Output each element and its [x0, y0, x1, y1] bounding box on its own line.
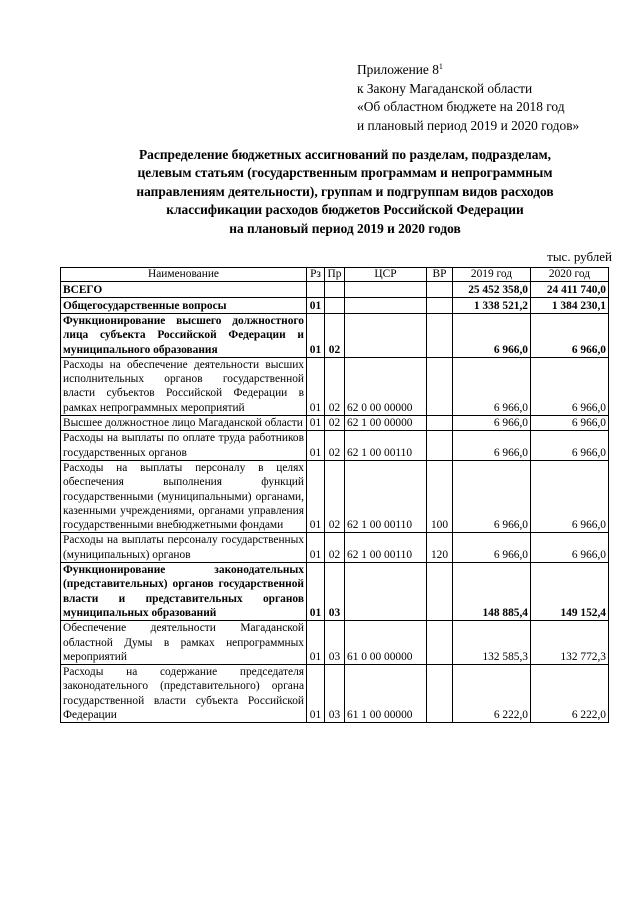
- row-2020: 132 772,3: [531, 621, 609, 665]
- row-vr: [427, 431, 453, 461]
- row-name: ВСЕГО: [61, 282, 307, 298]
- row-pr: [325, 298, 345, 314]
- row-vr: [427, 665, 453, 723]
- row-csr: 62 1 00 00110: [345, 533, 427, 563]
- row-name: Высшее должностное лицо Магаданской области: [61, 416, 307, 431]
- row-2020: 6 222,0: [531, 665, 609, 723]
- row-2020: 6 966,0: [531, 431, 609, 461]
- appendix-line-3: «Об областном бюджете на 2018 год: [357, 99, 565, 114]
- row-pr: [325, 282, 345, 298]
- row-2019: 6 966,0: [453, 314, 531, 358]
- row-pr: 02: [325, 460, 345, 532]
- table-header-row: [61, 268, 609, 282]
- row-rz: 01: [307, 621, 325, 665]
- row-vr: [427, 416, 453, 431]
- row-2020: 6 966,0: [531, 416, 609, 431]
- row-2020: 6 966,0: [531, 460, 609, 532]
- row-rz: 01: [307, 298, 325, 314]
- budget-table: [60, 267, 609, 723]
- header-vr: ВР: [427, 268, 453, 282]
- row-csr: [345, 298, 427, 314]
- row-csr: 62 1 00 00110: [345, 460, 427, 532]
- row-pr: 02: [325, 314, 345, 358]
- table-row: [61, 357, 609, 415]
- row-csr: 61 0 00 00000: [345, 621, 427, 665]
- row-rz: 01: [307, 665, 325, 723]
- row-name: Общегосударственные вопросы: [61, 298, 307, 314]
- row-rz: 01: [307, 460, 325, 532]
- row-rz: 01: [307, 431, 325, 461]
- row-name: Расходы на выплаты по оплате труда работников государственных органов: [61, 431, 307, 461]
- row-pr: 02: [325, 416, 345, 431]
- row-rz: [307, 282, 325, 298]
- row-name: Расходы на выплаты персоналу в целях обеспечения выполнения функций государственными (муниципальными) органами, казенными учреждениями, органами управления государственными внебюджетными фондами: [61, 460, 307, 532]
- row-pr: 02: [325, 431, 345, 461]
- table-row: [61, 431, 609, 461]
- header-rz: Рз: [307, 268, 325, 282]
- row-rz: 01: [307, 563, 325, 621]
- row-rz: 01: [307, 314, 325, 358]
- row-2019: 6 966,0: [453, 460, 531, 532]
- appendix-line-4: и плановый период 2019 и 2020 годов»: [357, 117, 580, 133]
- row-vr: [427, 298, 453, 314]
- title-line-5: на плановый период 2019 и 2020 годов: [229, 220, 461, 236]
- table-row: [61, 533, 609, 563]
- row-csr: 61 1 00 00000: [345, 665, 427, 723]
- header-name: Наименование: [61, 268, 307, 282]
- row-2020: 6 966,0: [531, 357, 609, 415]
- row-csr: [345, 314, 427, 358]
- row-2020: 1 384 230,1: [531, 298, 609, 314]
- title-line-2: целевым статьям (государственным программам и непрограммным: [137, 165, 553, 181]
- row-2019: 1 338 521,2: [453, 298, 531, 314]
- table-row: [61, 460, 609, 532]
- row-2019: 6 966,0: [453, 431, 531, 461]
- row-name: Функционирование высшего должностного лица субъекта Российской Федерации и муниципального образования: [61, 314, 307, 358]
- units-label: тыс. рублей: [547, 249, 612, 264]
- table-row: [61, 416, 609, 431]
- appendix-superscript: 1: [438, 62, 443, 71]
- header-pr: Пр: [325, 268, 345, 282]
- row-2020: 6 966,0: [531, 533, 609, 563]
- row-vr: [427, 621, 453, 665]
- title-line-1: Распределение бюджетных ассигнований по разделам, подразделам,: [139, 147, 551, 162]
- row-2020: 24 411 740,0: [531, 282, 609, 298]
- row-pr: 02: [325, 357, 345, 415]
- table-row: [61, 665, 609, 723]
- document-title: [60, 146, 630, 238]
- row-pr: 03: [325, 621, 345, 665]
- header-2019: 2019 год: [453, 268, 531, 282]
- row-csr: 62 0 00 00000: [345, 357, 427, 415]
- title-line-4: классификации расходов бюджетов Российской Федерации: [166, 202, 524, 218]
- row-csr: [345, 282, 427, 298]
- row-csr: [345, 563, 427, 621]
- row-rz: 01: [307, 416, 325, 431]
- row-2019: 6 222,0: [453, 665, 531, 723]
- row-name: Функционирование законодательных (представительных) органов государственной власти и представительных органов муниципальных образований: [61, 563, 307, 621]
- row-csr: 62 1 00 00110: [345, 431, 427, 461]
- table-row: [61, 282, 609, 298]
- row-rz: 01: [307, 357, 325, 415]
- appendix-line-1: Приложение $8^1$: [357, 62, 443, 77]
- row-pr: 03: [325, 563, 345, 621]
- row-name: Обеспечение деятельности Магаданской областной Думы в рамках непрограммных мероприятий: [61, 621, 307, 665]
- appendix-line-2: к Закону Магаданской области: [357, 80, 533, 96]
- table-row: [61, 621, 609, 665]
- row-pr: 03: [325, 665, 345, 723]
- row-vr: [427, 282, 453, 298]
- row-pr: 02: [325, 533, 345, 563]
- row-2019: 6 966,0: [453, 533, 531, 563]
- row-csr: 62 1 00 00000: [345, 416, 427, 431]
- row-name: Расходы на обеспечение деятельности высших исполнительных органов государственной власти субъектов Российской Федерации в рамках непрограммных мероприятий: [61, 357, 307, 415]
- row-2020: 149 152,4: [531, 563, 609, 621]
- row-2019: 25 452 358,0: [453, 282, 531, 298]
- row-2019: 6 966,0: [453, 357, 531, 415]
- row-2020: 6 966,0: [531, 314, 609, 358]
- table-row: [61, 563, 609, 621]
- table-row: [61, 298, 609, 314]
- row-vr: [427, 563, 453, 621]
- header-csr: ЦСР: [345, 268, 427, 282]
- title-line-3: направлениям деятельности), группам и подгруппам видов расходов: [136, 183, 554, 199]
- row-rz: 01: [307, 533, 325, 563]
- row-2019: 6 966,0: [453, 416, 531, 431]
- row-2019: 132 585,3: [453, 621, 531, 665]
- row-2019: 148 885,4: [453, 563, 531, 621]
- row-name: Расходы на выплаты персоналу государственных (муниципальных) органов: [61, 533, 307, 563]
- row-vr: [427, 314, 453, 358]
- row-vr: 120: [427, 533, 453, 563]
- row-name: Расходы на содержание председателя законодательного (представительного) органа государственной власти субъекта Российской Федерации: [61, 665, 307, 723]
- table-row: [61, 314, 609, 358]
- appendix-note: [357, 58, 579, 135]
- header-2020: 2020 год: [531, 268, 609, 282]
- row-vr: [427, 357, 453, 415]
- row-vr: 100: [427, 460, 453, 532]
